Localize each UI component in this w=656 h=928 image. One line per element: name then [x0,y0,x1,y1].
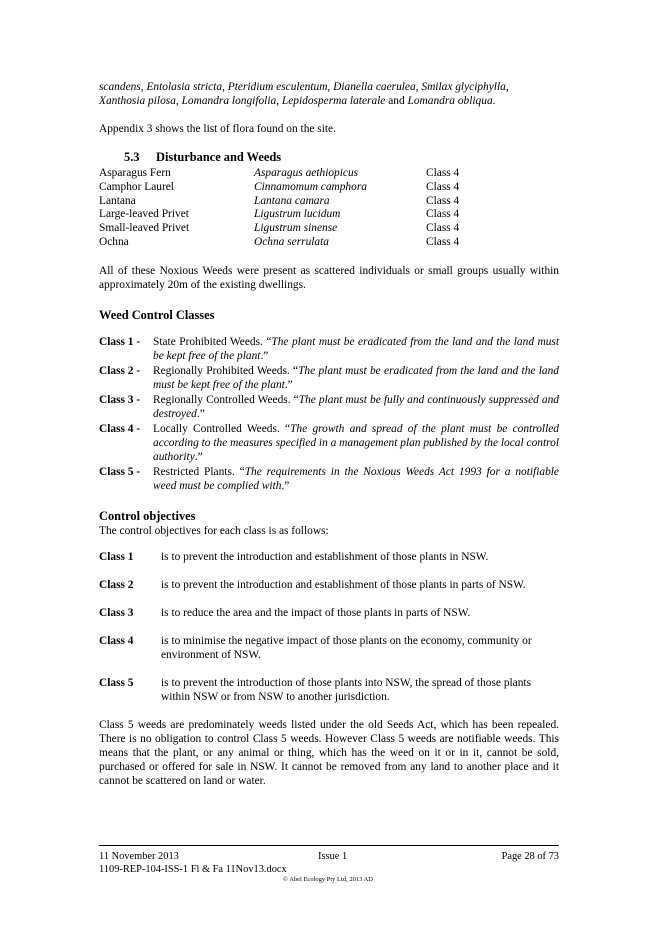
objective-label: Class 4 [99,634,134,647]
weed-class: Class 4 [426,194,460,207]
class-description [153,335,559,363]
class-name: State Prohibited Weeds. “ [153,335,272,348]
list-item [99,550,559,564]
weed-common-name: Lantana [99,194,136,207]
species-and: and [385,95,408,107]
objective-label: Class 2 [99,578,134,591]
class-description [153,393,559,421]
objective-text: is to prevent the introduction and establishment of those plants in NSW. [161,550,489,563]
species-paragraph [99,80,559,108]
objective-label: Class 1 [99,550,134,563]
weed-control-heading: Weed Control Classes [99,307,215,322]
table-row [99,222,459,236]
class-label: Class 1 - [99,335,141,348]
list-item [99,393,559,421]
class-name: Regionally Controlled Weeds. “ [153,393,299,406]
list-item [99,634,559,662]
class-quote-end: .” [281,479,290,492]
objective-text: is to reduce the area and the impact of those plants in parts of NSW. [161,606,471,619]
table-row [99,208,459,222]
list-item [99,578,559,592]
class-name: Locally Controlled Weeds. “ [153,422,291,435]
class-name: Regionally Prohibited Weeds. “ [153,364,299,377]
species-line-1: scandens, Entolasia stricta, Pteridium esculentum, Dianella caerulea, Smilax glyciphylla, [99,81,509,93]
section-heading [99,150,559,165]
class-quote-end: .” [284,378,293,391]
section-title: Disturbance and Weeds [156,150,282,164]
table-row [99,236,459,250]
weeds-table [99,167,459,250]
appendix-note: Appendix 3 shows the list of flora found on the site. [99,123,336,135]
weed-scientific-name: Ligustrum sinense [254,222,338,235]
footer-date: 11 November 2013 [99,851,179,862]
species-line-2a: Xanthosia pilosa, Lomandra longifolia, Lepidosperma laterale [99,95,386,107]
weed-common-name: Camphor Laurel [99,180,174,193]
class-description [153,422,559,464]
class-quote: The plant must be eradicated from the land and the land must be kept free of the plant [153,364,559,391]
class-quote-end: .” [196,407,205,420]
class-quote: The plant must be eradicated from the land and the land must be kept free of the plant [153,335,559,362]
list-item [99,364,559,392]
class-quote-end: .” [260,349,269,362]
footer-doc-ref: 1109-REP-104-ISS-1 Fl & Fa 11Nov13.docx [99,864,287,875]
weed-classes-list [99,335,559,493]
class-label: Class 2 - [99,364,141,377]
weed-scientific-name: Asparagus aethiopicus [254,167,359,179]
weed-scientific-name: Lantana camara [254,194,330,207]
list-item [99,606,559,620]
footer-divider [99,845,559,846]
class-quote-end: .” [194,450,203,463]
weed-scientific-name: Cinnamomum camphora [254,180,367,193]
section-number: 5.3 [124,150,140,164]
objective-label: Class 3 [99,606,134,619]
objective-text: is to minimise the negative impact of those plants on the economy, community or environment of NSW. [161,634,532,661]
list-item [99,422,559,464]
species-line-2b: Lomandra obliqua [407,95,493,107]
control-objectives-heading: Control objectives [99,508,196,523]
weed-scientific-name: Ochna serrulata [254,235,329,248]
footer-issue: Issue 1 [318,851,348,862]
class5-paragraph: Class 5 weeds are predominately weeds listed under the old Seeds Act, which has been repealed. There is no obligation to control Class 5 weeds. However Class 5 weeds are notifiable weeds. This means that the plant, or any animal or thing, which has the weed on it or in it, cannot be sold, purchased or offered for sale in NSW. It cannot be removed from any land to another place and it cannot be scattered on land or water. [99,718,559,787]
class-quote: The requirements in the Noxious Weeds Act 1993 for a notifiable weed must be complied with [153,465,559,492]
weed-class: Class 4 [426,180,460,193]
footer-page: Page 28 of 73 [501,851,559,862]
objective-text: is to prevent the introduction and establishment of those plants in parts of NSW. [161,578,526,591]
table-row [99,195,459,209]
control-objectives-intro: The control objectives for each class is as follows: [99,524,329,537]
table-row [99,181,459,195]
class-quote: The plant must be fully and continuously suppressed and destroyed [153,393,559,420]
weed-scientific-name: Ligustrum lucidum [254,208,341,221]
list-item [99,335,559,363]
class-description [153,364,559,392]
weed-class: Class 4 [426,208,460,221]
weed-class: Class 4 [426,235,460,248]
class-description [153,465,559,493]
list-item [99,676,559,704]
class-label: Class 4 - [99,422,141,435]
weed-common-name: Large-leaved Privet [99,208,189,221]
weed-class: Class 4 [426,222,460,235]
class-label: Class 5 - [99,465,141,478]
class-quote: The growth and spread of the plant must be controlled according to the measures specified in a management plan published by the local control authority [153,422,559,463]
weed-class: Class 4 [426,167,460,179]
weed-common-name: Small-leaved Privet [99,222,190,235]
table-row [99,167,459,181]
class-label: Class 3 - [99,393,141,406]
class-name: Restricted Plants. “ [153,465,245,478]
objectives-list [99,550,559,704]
objective-text: is to prevent the introduction of those plants into NSW, the spread of those plants within NSW or from NSW to another jurisdiction. [161,676,532,703]
noxious-paragraph: All of these Noxious Weeds were present as scattered individuals or small groups usually within approximately 20m of the existing dwellings. [99,264,559,291]
objective-label: Class 5 [99,676,134,689]
page-footer [99,850,559,876]
species-end: . [492,95,496,107]
document-body [99,80,559,788]
list-item [99,465,559,493]
copyright-notice: © Abel Ecology Pty Ltd, 2013 AD [283,876,373,883]
weed-common-name: Asparagus Fern [99,167,171,179]
weed-common-name: Ochna [99,235,129,248]
